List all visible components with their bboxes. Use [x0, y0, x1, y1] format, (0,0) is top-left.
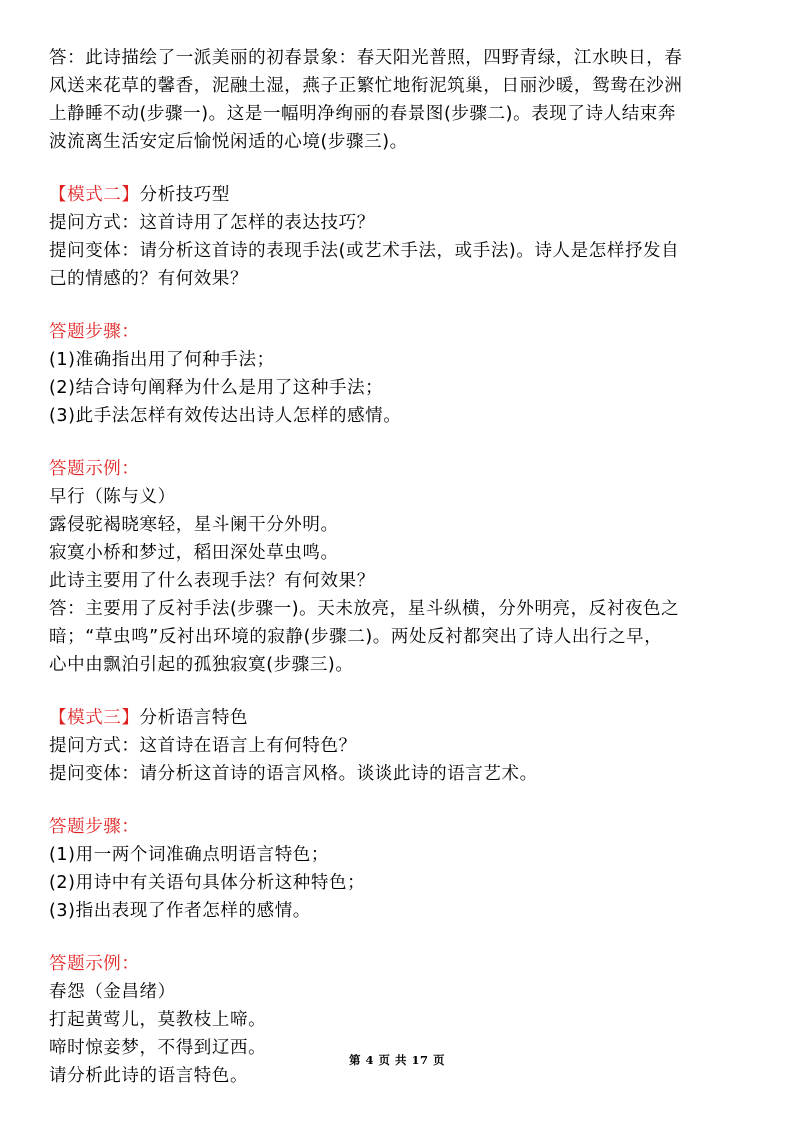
mode-two-step: (1)准确指出用了何种手法；	[49, 350, 275, 370]
mode-three-example-line: 啼时惊妾梦，不得到辽西。	[49, 1038, 267, 1058]
mode-two-example-line: 心中由飘泊引起的孤独寂寞(步骤三)。	[49, 655, 354, 675]
answer-line: 波流离生活安定后愉悦闲适的心境(步骤三)。	[49, 132, 408, 152]
mode-three-title: 分析语言特色	[139, 708, 249, 728]
mode-three-tag: 【模式三】	[49, 708, 140, 728]
mode-three-variant: 提问变体：请分析这首诗的语言风格。谈谈此诗的语言艺术。	[49, 764, 538, 784]
mode-three-section	[49, 704, 761, 1090]
mode-three-step: (1)用一两个词准确点明语言特色；	[49, 845, 329, 865]
answer-line: 答：此诗描绘了一派美丽的初春景象：春天阳光普照，四野青绿，江水映日，春	[49, 48, 683, 68]
mode-three-example-line: 打起黄莺儿，莫教枝上啼。	[49, 1010, 267, 1030]
mode-two-example-line: 露侵驼褐晓寒轻，星斗阑干分外明。	[49, 515, 339, 535]
mode-three-heading	[49, 704, 761, 732]
answer-line: 风送来花草的馨香，泥融土湿，燕子正繁忙地衔泥筑巢，日丽沙暖，鸳鸯在沙洲	[49, 76, 683, 96]
mode-two-example-line: 答：主要用了反衬手法(步骤一)。天未放亮，星斗纵横，分外明亮，反衬夜色之	[49, 599, 680, 619]
mode-two-example-line: 寂寞小桥和梦过，稻田深处草虫鸣。	[49, 543, 339, 563]
mode-three-step: (3)指出表现了作者怎样的感情。	[49, 901, 311, 921]
mode-two-variant: 提问变体：请分析这首诗的表现手法(或艺术手法，或手法)。诗人是怎样抒发自	[49, 241, 680, 261]
answer-line: 上静睡不动(步骤一)。这是一幅明净绚丽的春景图(步骤二)。表现了诗人结束奔	[49, 104, 677, 124]
mode-three-example-line: 春怨（金昌绪）	[49, 982, 176, 1002]
mode-two-example-line: 暗；“草虫鸣”反衬出环境的寂静(步骤二)。两处反衬都突出了诗人出行之早，	[49, 627, 663, 647]
mode-two-section	[49, 181, 761, 679]
mode-two-question: 提问方式：这首诗用了怎样的表达技巧？	[49, 213, 375, 233]
mode-two-example-line: 早行（陈与义）	[49, 487, 176, 507]
mode-two-steps-heading: 答题步骤：	[49, 322, 140, 342]
mode-two-variant: 己的情感的？有何效果？	[49, 269, 249, 289]
mode-two-step: (2)结合诗句阐释为什么是用了这种手法；	[49, 378, 384, 398]
document-body	[49, 44, 761, 1090]
mode-two-title: 分析技巧型	[139, 185, 230, 205]
mode-two-heading	[49, 181, 761, 209]
mode-two-example-line: 此诗主要用了什么表现手法？有何效果？	[49, 571, 375, 591]
mode-three-example-line: 请分析此诗的语言特色。	[49, 1066, 249, 1086]
mode-three-step: (2)用诗中有关语句具体分析这种特色；	[49, 873, 366, 893]
mode-two-step: (3)此手法怎样有效传达出诗人怎样的感情。	[49, 406, 402, 426]
mode-three-question: 提问方式：这首诗在语言上有何特色？	[49, 736, 357, 756]
mode-three-example-heading: 答题示例：	[49, 954, 140, 974]
mode-two-tag: 【模式二】	[49, 185, 140, 205]
page-number: 第 4 页 共 17 页	[348, 1053, 446, 1067]
prior-answer	[49, 44, 761, 156]
mode-three-steps-heading: 答题步骤：	[49, 817, 140, 837]
mode-two-example-heading: 答题示例：	[49, 459, 140, 479]
